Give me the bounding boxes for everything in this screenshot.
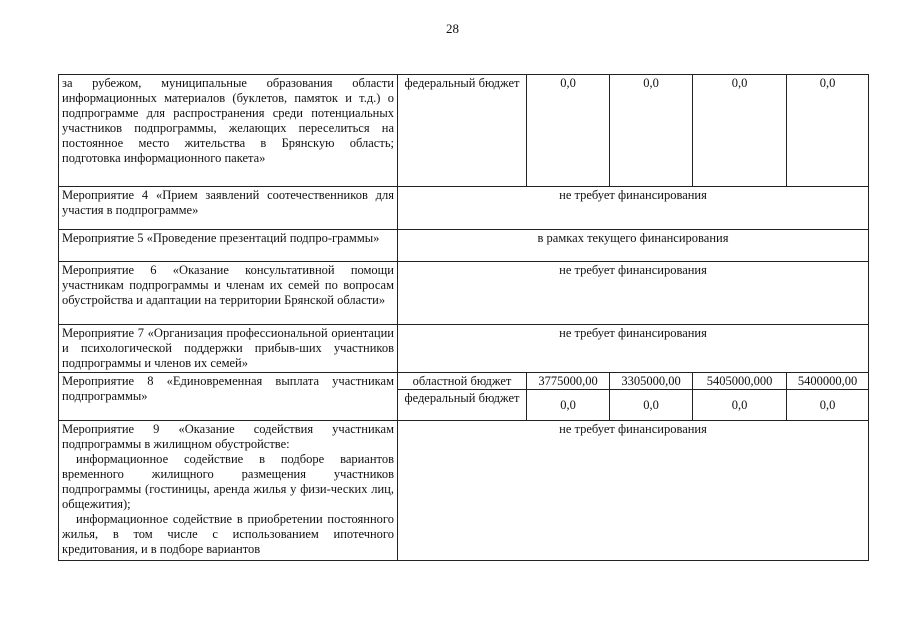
value-cell: 5405000,000 <box>693 373 787 390</box>
value-cell: 5400000,00 <box>787 373 869 390</box>
row-description: Мероприятие 4 «Прием заявлений соотечественников для участия в подпрограмме» <box>59 187 398 230</box>
table-row <box>59 75 869 187</box>
funding-source: федеральный бюджет <box>398 75 527 187</box>
financing-note: не требует финансирования <box>398 325 869 373</box>
table-row <box>59 262 869 325</box>
value-cell: 0,0 <box>787 390 869 421</box>
page-number: 28 <box>446 21 459 36</box>
value-cell: 3775000,00 <box>527 373 610 390</box>
row-description: Мероприятие 7 «Организация профессиональной ориентации и психологической поддержки прибыв-ших участников подпрограммы и членов их семей» <box>59 325 398 373</box>
financing-note: в рамках текущего финансирования <box>398 230 869 262</box>
value-cell: 0,0 <box>693 75 787 187</box>
row-description: Мероприятие 6 «Оказание консультативной помощи участникам подпрограммы и членам их семей по вопросам обустройства и адаптации на территории Брянской области» <box>59 262 398 325</box>
value-cell: 0,0 <box>610 75 693 187</box>
table-row <box>59 421 869 561</box>
value-cell: 0,0 <box>787 75 869 187</box>
financing-note: не требует финансирования <box>398 421 869 561</box>
table-row <box>59 230 869 262</box>
table-row <box>59 187 869 230</box>
funding-source: федеральный бюджет <box>398 390 527 421</box>
row-description: Мероприятие 8 «Единовременная выплата участникам подпрограммы» <box>59 373 398 421</box>
value-cell: 0,0 <box>610 390 693 421</box>
row-description: Мероприятие 5 «Проведение презентаций подпро-граммы» <box>59 230 398 262</box>
row-description: за рубежом, муниципальные образования области информационных материалов (буклетов, памяток и т.д.) о подпрограмме для распространения среди потенциальных участников подпрограммы, желающих переселиться на постоянное место жительства в Брянскую область; подготовка информационного пакета» <box>59 75 398 187</box>
description-paragraph: информационное содействие в подборе вариантов временного жилищного размещения участников подпрограммы (гостиницы, аренда жилья у физи-ческих лиц, общежития); <box>62 452 394 511</box>
funding-source: областной бюджет <box>398 373 527 390</box>
table-row <box>59 325 869 373</box>
financing-note: не требует финансирования <box>398 262 869 325</box>
description-title: Мероприятие 9 «Оказание содействия участникам подпрограммы в жилищном обустройстве: <box>62 422 394 451</box>
row-description <box>59 421 398 561</box>
value-cell: 0,0 <box>527 390 610 421</box>
table-row <box>59 373 869 390</box>
description-paragraph: информационное содействие в приобретении постоянного жилья, в том числе с использованием ипотечного кредитования, и в подборе вариантов <box>62 512 394 556</box>
financing-note: не требует финансирования <box>398 187 869 230</box>
financing-table <box>58 74 869 561</box>
value-cell: 0,0 <box>527 75 610 187</box>
value-cell: 0,0 <box>693 390 787 421</box>
value-cell: 3305000,00 <box>610 373 693 390</box>
